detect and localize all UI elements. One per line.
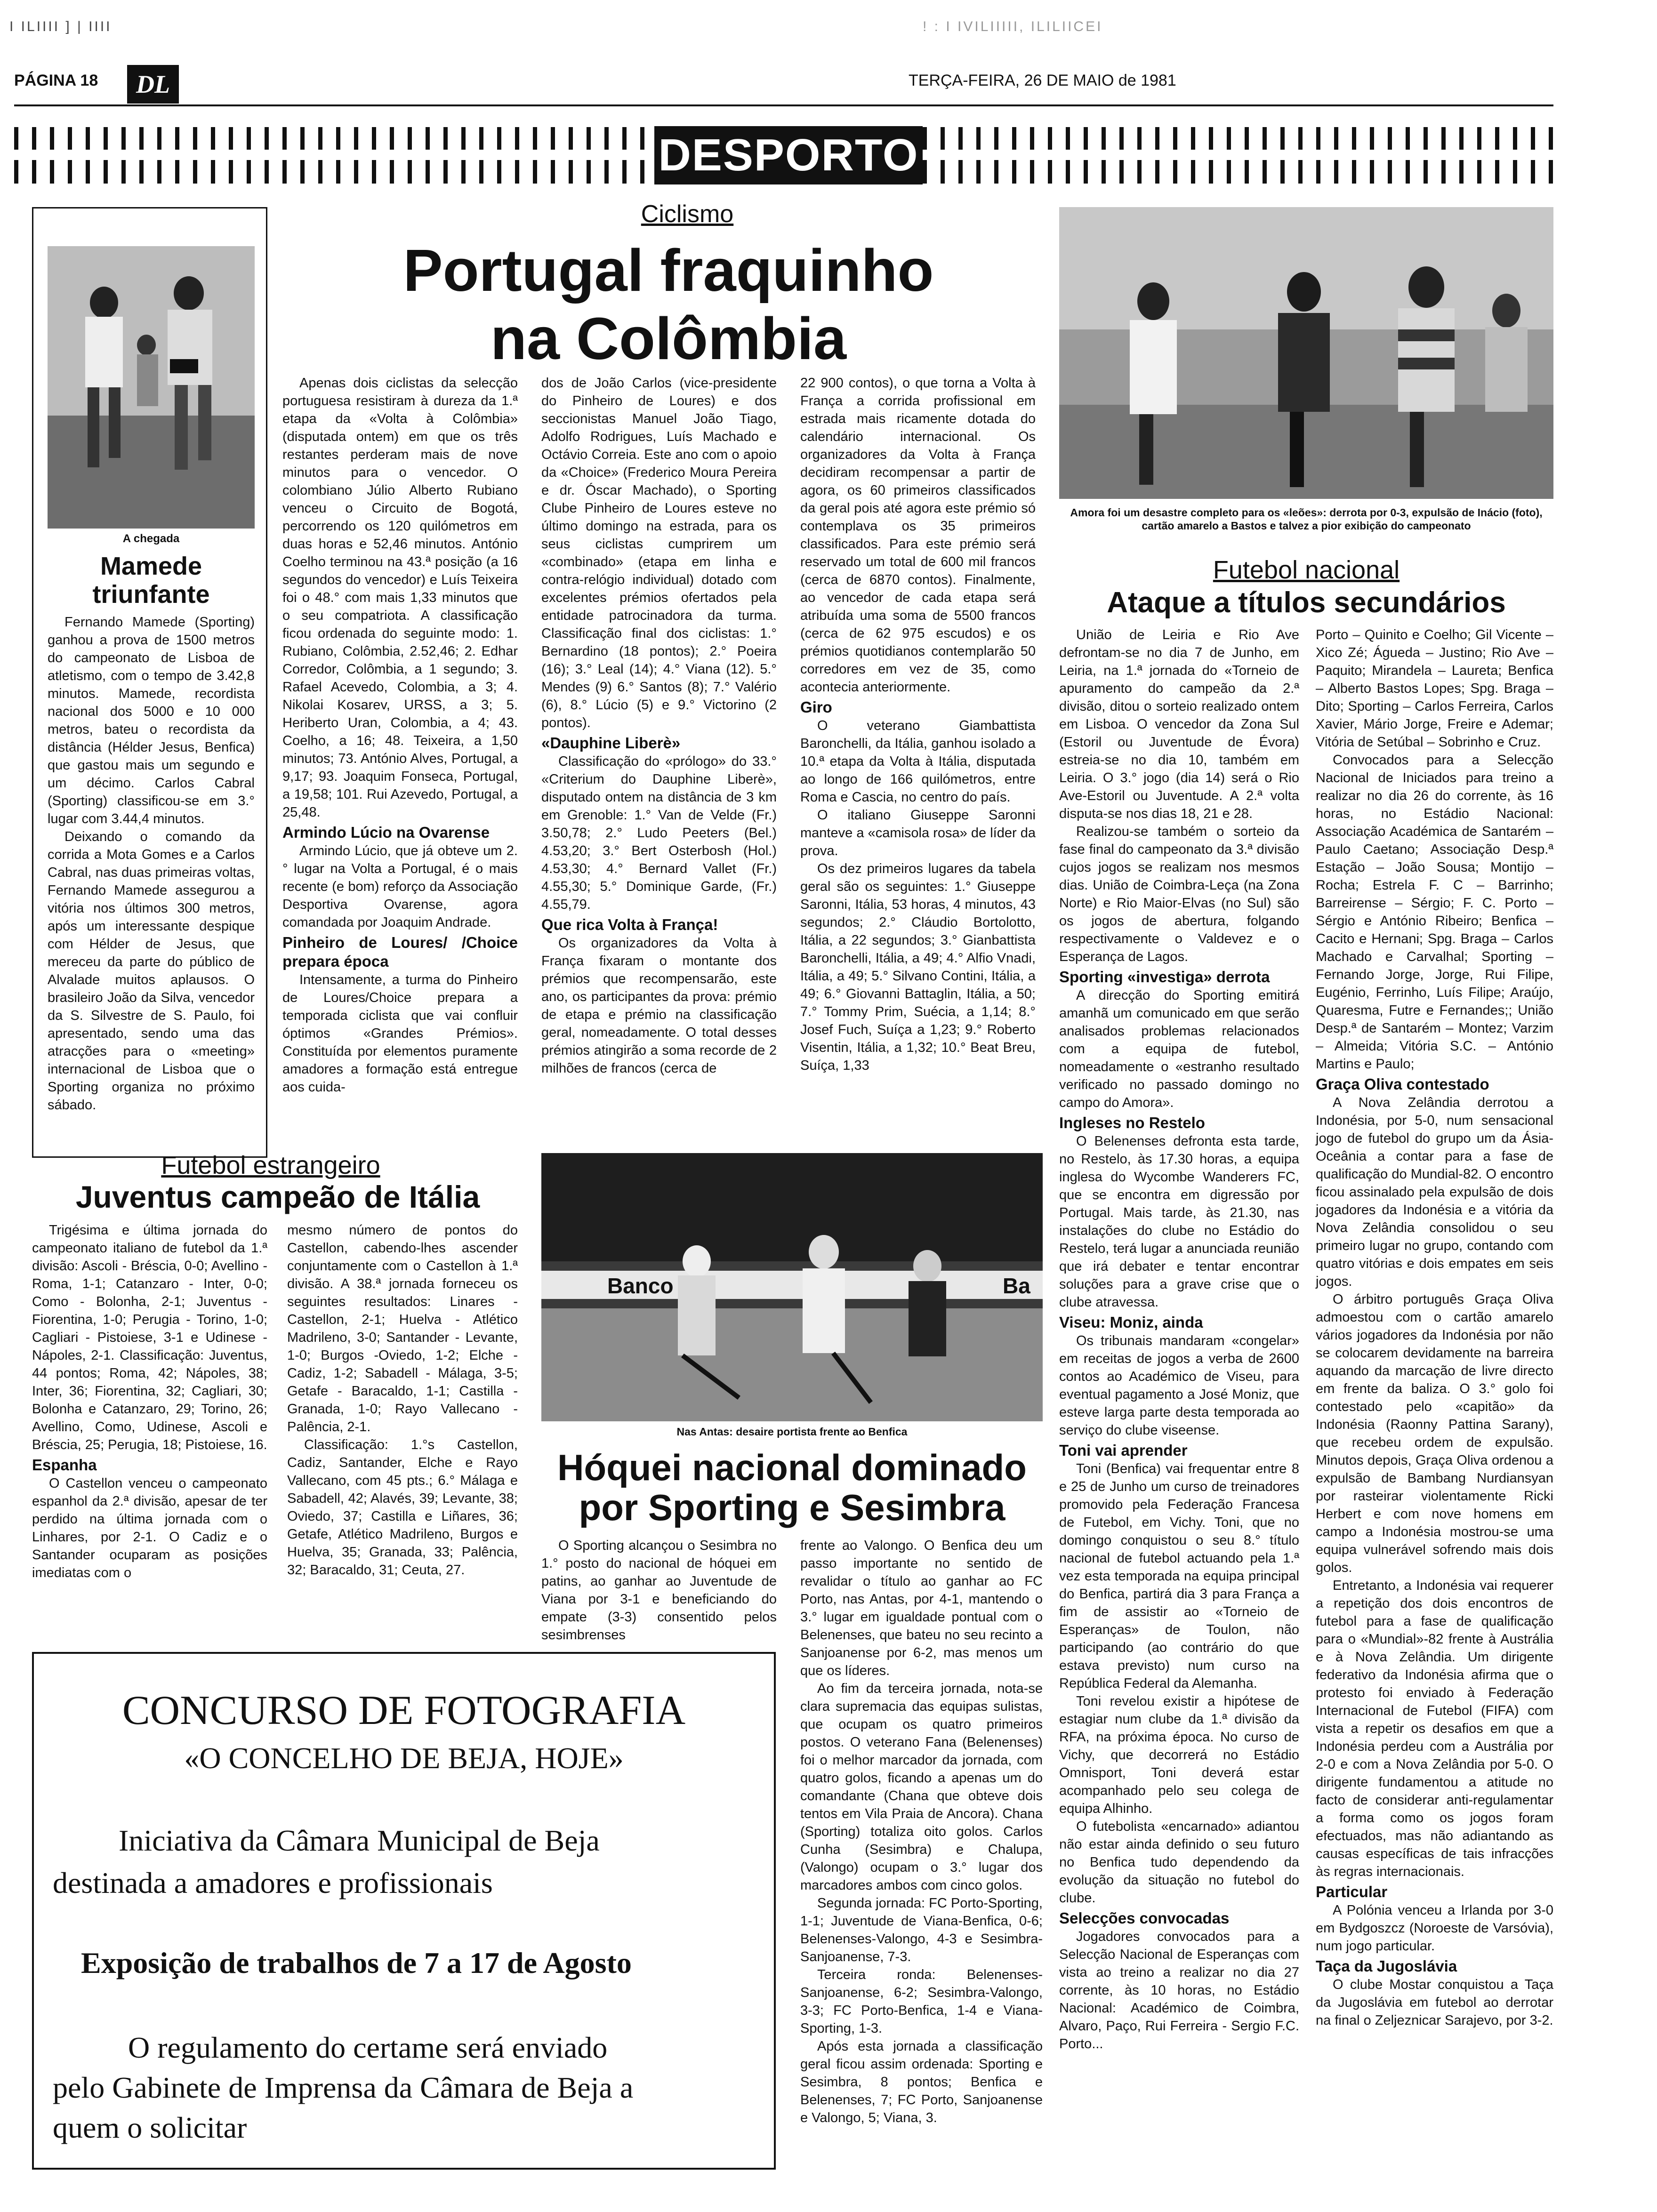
article-paragraph: frente ao Valongo. O Benfica deu um passo importante no sentido de revalidar o título ao ganhar ao FC Porto, nas Antas, por 4-1, mantendo o 3.° lugar em igualdade pontual com o Belenenses, que bateu no seu recinto a Sanjoanense por 6-2, mas menos um que os líderes. — [800, 1538, 1043, 1678]
article-paragraph: 22 900 contos), o que torna a Volta à França a corrida profissional em estrada mais ricamente dotada do calendário internacional. Os organizadores da Volta à França decidiram recompensar a partir de agora, os 60 primeiros classificados da geral pois até agora este prémio só contemplava os 35 primeiros classificados. Para este prémio será reservado um total de 600 mil francos (cerca de 6870 contos). Finalmente, ao vencedor de cada etapa será atribuída uma soma de 5500 francos (cerca de 62 975 escudos) e os prémios quotidianos contemplarão 50 corredores em vez de 35, como acontecia anteriormente. — [800, 376, 1036, 695]
concurso-ad — [32, 1652, 776, 2170]
estrangeiro-col-1 — [32, 1221, 267, 1582]
article-paragraph: Jogadores convocados para a Selecção Nacional de Esperanças com vista ao treino a realizar no dia 27 corrente, às 10 horas, no Estádio Nacional: Académico de Coimbra, Alvaro, Paço, Rui Ferreira - Sergio F.C. Porto... — [1059, 1929, 1299, 2052]
mamede-box — [32, 207, 267, 1158]
mamede-paragraph: Fernando Mamede (Sporting) ganhou a prova de 1500 metros do campeonato de Lisboa de atletismo, com o tempo de 3.42,8 minutos. Mamede, recordista nacional dos 5000 e 10 000 metros, bateu o recordista da distância (Hélder Jesus, Benfica) que gastou mais um segundo e um décimo. Carlos Cabral (Sporting) classificou-se em 3.° lugar com 3.44,4 minutos. — [48, 615, 255, 826]
ad-subtitle: «O CONCELHO DE BEJA, HOJE» — [184, 1741, 624, 1775]
article-paragraph: Intensamente, a turma do Pinheiro de Loures/Choice prepara a temporada ciclista que vai confluir óptimos «Grandes Prémios». Constituída por elementos puramente amadores a formação está entregue aos cuida- — [282, 972, 518, 1095]
article-paragraph: O Sporting alcançou o Sesimbra no 1.° posto do nacional de hóquei em patins, ao ganhar ao Juventude de Viana por 3-1 e beneficiando do empate (3-3) consentido pelos sesimbrenses — [541, 1538, 777, 1643]
subhead: Toni vai aprender — [1059, 1442, 1188, 1459]
article-paragraph: União de Leiria e Rio Ave defrontam-se no dia 7 de Junho, em Leiria, na 1.ª jornada do «Torneio de apuramento do campeão da 2.ª divisão, ditou o sorteio realizado ontem em Lisboa. O vencedor da Zona Sul (Estoril ou Juventude de Évora) estreia-se no dia 10, também em Leiria. O 3.° jogo (dia 14) será o Rio Ave-Estoril ou Juventude. A 2.ª volta disputa-se nos dias 18, 21 e 28. — [1059, 627, 1299, 821]
headline-hoquei-2: por Sporting e Sesimbra — [579, 1487, 1005, 1528]
hoquei-photo-caption: Nas Antas: desaire portista frente ao Benfica — [676, 1426, 908, 1438]
article-paragraph: Apenas dois ciclistas da selecção portuguesa resistiram à dureza da 1.ª etapa da «Volta à Colômbia» (disputada ontem) em que os três restantes perderam mais de nove minutos para o vencedor. O colombiano Júlio Alberto Rubiano venceu o Circuito de Bogotá, percorrendo os 120 quilómetros em duas horas e 52,46 minutos. António Coelho terminou na 43.ª posição (a 16 segundos do vencedor) e Luís Teixeira foi o 48.° com mais 1,33 minutos que o seu compatriota. A classificação ficou ordenada do seguinte modo: 1. Rubiano, Colômbia, 2.52,46; 2. Edhar Corredor, Colômbia, a 1 segundo; 3. Rafael Acevedo, Colombia, a 3; 4. Nikolai Kosarev, URSS, a 3; 5. Heriberto Uran, Colombia, a 4; 43. Coelho, a 16; 48. Teixeira, a 1,50 minutos; 73. António Alves, Portugal, a 9,17; 93. Joaquim Fonseca, Portugal, a 19,58; 101. Rui Azevedo, Portugal, a 25,48. — [282, 376, 518, 820]
section-label-futebol-estrangeiro: Futebol estrangeiro — [161, 1151, 380, 1179]
nacional-col-2 — [1316, 626, 1553, 2029]
article-paragraph: Classificação do «prólogo» do 33.° «Criterium do Dauphine Liberè», disputado ontem na distância de 3 km em Grenoble: 1.° Van de Velde (Fr.) 3.50,78; 2.° Ludo Peeters (Bel.) 4.53,20; 3.° Bert Osterbosh (Hol.) 4.53,30; 4.° Bernard Vallet (Fr.) 4.55,30; 5.° Dominique Garde, (Fr.) 4.55,79. — [541, 754, 777, 912]
headline-ciclismo-1: Portugal fraquinho — [403, 237, 934, 304]
hoquei-photo — [541, 1153, 1043, 1421]
top-strip-left: I ILIIII ] | IIII — [9, 19, 112, 34]
article-paragraph: mesmo número de pontos do Castellon, cabendo-lhes ascender conjuntamente com o Castellon à 1.ª divisão. A 38.ª jornada forneceu os seguintes resultados: Linares - Castellon, 2-1; Huelva - Atlético Madrileno, 3-0; Santander - Levante, 1-0; Burgos -Oviedo, 1-2; Elche - Cadiz, 1-2; Sabadell - Málaga, 3-5; Getafe - Baracaldo, 1-1; Castilla -Granada, 1-0; Rayo Vallecano -Palência, 2-1. — [287, 1223, 518, 1435]
subhead: Giro — [800, 698, 832, 716]
ciclismo-col-3 — [800, 374, 1036, 1074]
mamede-photo-caption: A chegada — [122, 532, 180, 545]
subhead: Viseu: Moniz, ainda — [1059, 1314, 1203, 1331]
subhead: Ingleses no Restelo — [1059, 1114, 1205, 1131]
headline-hoquei-1: Hóquei nacional dominado — [557, 1447, 1027, 1488]
article-paragraph: Segunda jornada: FC Porto-Sporting, 1-1; Juventude de Viana-Benfica, 0-6; Belenenses-Valongo, 4-3 e Sesimbra-Sanjoanense, 7-3. — [800, 1896, 1043, 1964]
article-paragraph: O clube Mostar conquistou a Taça da Jugoslávia em futebol ao derrotar na final o Zeljeznicar Sarajevo, por 3-2. — [1316, 1977, 1553, 2028]
mamede-article — [48, 613, 255, 1114]
article-paragraph: Os tribunais mandaram «congelar» em receitas de jogos a verba de 2600 contos ao Académico de Viseu, para eventual pagamento a José Moniz, que esteve larga parte desta temporada ao serviço do clube viseense. — [1059, 1333, 1299, 1438]
ad-line: Iniciativa da Câmara Municipal de Beja — [119, 1824, 600, 1857]
section-label-futebol-nacional: Futebol nacional — [1213, 556, 1400, 584]
subhead: Graça Oliva contestado — [1316, 1075, 1489, 1093]
ad-line: O regulamento do certame será enviado — [128, 2031, 608, 2064]
article-paragraph: Terceira ronda: Belenenses-Sanjoanense, 6-2; Sesimbra-Valongo, 3-3; FC Porto-Benfica, 1-4 e Viana-Sporting, 1-3. — [800, 1967, 1043, 2036]
ad-line: Exposição de trabalhos de 7 a 17 de Agosto — [81, 1946, 632, 1980]
subhead: Particular — [1316, 1883, 1388, 1900]
article-paragraph: Convocados para a Selecção Nacional de Iniciados para treino a realizar no dia 26 do corrente, às 16 horas, no Estádio Nacional: Associação Académica de Santarém – Paulo Caetano; Associação Desp.ª Estação – João Sousa; Montijo – Rocha; Estrela F. C – Barrinho; Barreirense – Sérgio; F. C. Porto – Sérgio e António Ribeiro; Benfica – Cacito e Hernani; Spg. Braga – Carlos Machado e Carvalhal; Sporting – Fernando Jorge, Jorge, Rui Filipe, Eugénio, Ferrinho, Luís Filipe; Araújo, Quaresma, Futre e Fernandes;; União Desp.ª de Santarém – Montez; Varzim – Almeida; Vitória S.C. – António Martins e Paulo; — [1316, 753, 1553, 1072]
amora-photo-caption: Amora foi um desastre completo para os «leões»: derrota por 0-3, expulsão de Inácio (foto), cartão amarelo a Bastos e talvez a pior exibição do campeonato — [1070, 506, 1543, 532]
ad-line: pelo Gabinete de Imprensa da Câmara de Beja a — [53, 2071, 634, 2104]
article-paragraph: O árbitro português Graça Oliva admoestou com o cartão amarelo vários jogadores da Indonésia por não se colocarem devidamente na barreira aquando da marcação de livre directo em frente da baliza. O 3.° golo foi contestado pelo «capitão» da Indonésia (Raonny Pattina Sarany), que recebeu ordem de expulsão. Minutos depois, Graça Oliva ordenou a expulsão de Bambang Nurdiansyan por rasteirar violentamente Ricki Herbert e com nove homens em campo a Indonésia mostrou-se uma equipa vulnerável sofrendo mais dois golos. — [1316, 1292, 1553, 1575]
subhead: «Dauphine Liberè» — [541, 734, 681, 752]
mamede-photo — [48, 246, 255, 529]
nacional-col-1 — [1059, 626, 1299, 2053]
photo-sign-banco: Banco — [607, 1274, 674, 1298]
article-paragraph: dos de João Carlos (vice-presidente do Pinheiro de Loures) e dos seccionistas Manuel João Tiago, Adolfo Rodrigues, Luís Machado e Octávio Correia. Este ano com o apoio da «Choice» (Frederico Moura Pereira e dr. Óscar Machado), o Sporting Clube Pinheiro de Loures esteve no último domingo na estrada, para os seus ciclistas cumprirem um «combinado» (etapa em linha e contra-relógio individual) dotado com excelentes prémios ofertados pela entidade patrocinadora da turma. Classificação final dos ciclistas: 1.° Bernardino (18 pontos); 2.° Poeira (16); 3.° Leal (14); 4.° Viana (12). 5.° Mendes (9) 6.° Santos (8); 7.° Valério (6), 8.° Lúcio (5) e 9.° Victorino (2 pontos). — [541, 376, 777, 730]
issue-date: TERÇA-FEIRA, 26 DE MAIO de 1981 — [909, 72, 1176, 89]
article-paragraph: O futebolista «encarnado» adiantou não estar ainda definido o seu futuro no Benfica tudo dependendo da evolução da situação no futebol do clube. — [1059, 1819, 1299, 1906]
estrangeiro-col-2 — [287, 1221, 518, 1579]
hoquei-col-1 — [541, 1537, 777, 1644]
headline-futebol-nacional: Ataque a títulos secundários — [1107, 586, 1506, 619]
article-paragraph: Os organizadores da Volta à França fixaram o montante dos prémios que recompensarão, este ano, os participantes da prova: prémio de etapa e prémio na classificação geral, nomeadamente. O total desses prémios atingirão a soma recorde de 2 milhões de francos (cerca de — [541, 936, 777, 1076]
article-paragraph: Classificação: 1.°s Castellon, Cadiz, Santander, Elche e Rayo Vallecano, com 45 pts.; 6.° Málaga e Sabadell, 42; Alavés, 39; Levante, 38; Oviedo, 37; Castilla e Liñares, 36; Getafe, Atlético Madrileno, Burgos e Huelva, 35; Granada, 33; Palência, 32; Baracaldo, 31; Ceuta, 27. — [287, 1437, 518, 1578]
hoquei-col-2 — [800, 1537, 1043, 2127]
article-paragraph: O Belenenses defronta esta tarde, no Restelo, às 17.30 horas, a equipa inglesa do Wycombe Wanderers FC, que se encontra em digressão por Portugal. Mais tarde, às 21.30, nas instalações do clube no Estádio do Restelo, terá lugar a anunciada reunião que irá debater e tentar encontrar soluções para a grave crise que o clube atravessa. — [1059, 1134, 1299, 1310]
headline-futebol-estrangeiro: Juventus campeão de Itália — [75, 1179, 480, 1214]
article-paragraph: Toni revelou existir a hipótese de estagiar num clube da 1.ª divisão da RFA, na próxima época. No curso de Vichy, que decorrerá no Estádio Omnisport, Toni deverá estar acompanhado pelo seu colega de equipa Alhinho. — [1059, 1694, 1299, 1816]
subhead: Espanha — [32, 1456, 97, 1474]
article-paragraph: Os dez primeiros lugares da tabela geral são os seguintes: 1.° Giuseppe Saronni, Itália, 53 horas, 4 minutos, 43 segundos; 2.° Cláudio Bortolotto, Itália, a 22 segundos; 3.° Gianbattista Baronchelli, Itália, a 49; 4.° Alfio Vnadi, Itália, a 49; 5.° Silvano Contini, Itália, a 49; 6.° Giovanni Battaglin, Itália, a 50; 7.° Tommy Prim, Suécia, a 1,14; 8.° Josef Fuch, Suíça a 1,23; 9.° Roberto Visentin, Itália, a 1,32; 10.° Beat Breu, Suíça, 1,33 — [800, 861, 1036, 1073]
article-paragraph: O Castellon venceu o campeonato espanhol da 2.ª divisão, apesar de ter perdido na última jornada com o Linhares, por 2-1. O Cadiz e o Santander ocuparam as posições imediatas com o — [32, 1476, 267, 1580]
headline-ciclismo-2: na Colômbia — [490, 305, 847, 372]
article-paragraph: O italiano Giuseppe Saronni manteve a «camisola rosa» de líder da prova. — [800, 808, 1036, 858]
ciclismo-col-1 — [282, 374, 518, 1096]
article-paragraph: A Nova Zelândia derrotou a Indonésia, por 5-0, num sensacional jogo de futebol do grupo um da Ásia-Oceânia a contar para a fase de qualificação do Mundial-82. O encontro ficou assinalado pela expulsão de dois jogadores da Indonésia e a vitória da Nova Zelândia consolidou o seu primeiro lugar no grupo, contando com quatro vitórias e dois empates em seis jogos. — [1316, 1095, 1553, 1289]
article-paragraph: O veterano Giambattista Baronchelli, da Itália, ganhou isolado a 10.ª etapa da Volta à Itália, disputada ao longo de 166 quilómetros, entre Roma e Cascia, no centro do país. — [800, 718, 1036, 805]
page-number: PÁGINA 18 — [14, 72, 98, 89]
ad-title: CONCURSO DE FOTOGRAFIA — [122, 1688, 686, 1733]
article-paragraph: Entretanto, a Indonésia vai requerer a repetição dos dois encontros de futebol para a fase de qualificação para o «Mundial»-82 frente à Austrália e à Nova Zelândia. Um dirigente federativo da Indonésia afirma que o protesto foi enviado à Federação Internacional de Futebol (FIFA) com vista a repetir os desafios em que a Indonésia perdeu com a Austrália por 2-0 e com a Nova Zelândia por 5-0. O dirigente fundamentou a atitude no facto de considerar anti-regulamentar a forma como os jogos foram efectuados, mas não adiantando as causas específicas de tais infracções às regras internacionais. — [1316, 1578, 1553, 1879]
article-paragraph: Ao fim da terceira jornada, nota-se clara supremacia das equipas sulistas, que ocupam os quatro primeiros postos. O veterano Fana (Belenenses) foi o melhor marcador da jornada, com quatro golos, ficando a apenas um do comandante (Chana que obteve dois tentos em Vila Praia de Ancora). Chana (Sporting) totaliza oito golos. Carlos Cunha (Sesimbra) e Chalupa, (Valongo) ocupam o 3.° lugar dos marcadores ambos com cinco golos. — [800, 1681, 1043, 1893]
subhead: Selecções convocadas — [1059, 1909, 1230, 1927]
section-banner: DESPORTO — [654, 126, 923, 184]
mamede-headline: Mamede triunfante — [92, 552, 210, 609]
ad-line: destinada a amadores e profissionais — [53, 1866, 493, 1899]
subhead: Pinheiro de Loures/ /Choice prepara época — [282, 934, 518, 970]
newspaper-logo: DL — [127, 65, 179, 104]
subhead: Armindo Lúcio na Ovarense — [282, 824, 490, 841]
football-players-image — [1059, 207, 1553, 499]
subhead: Taça da Jugoslávia — [1316, 1957, 1457, 1975]
article-paragraph: Realizou-se também o sorteio da fase final do campeonato da 3.ª divisão cujos jogos se realizam nos mesmos dias. União de Coimbra-Leça (na Zona Norte) e Rio Maior-Elvas (no Sul) são os jogos de abertura, folgando respectivamente o Valdevez e o Esperança de Lagos. — [1059, 824, 1299, 964]
article-paragraph: Armindo Lúcio, que já obteve um 2.° lugar na Volta a Portugal, é o mais recente (e bom) reforço da Associação Desportiva Ovarense, agora comandada por Joaquim Andrade. — [282, 843, 518, 930]
subhead: Sporting «investiga» derrota — [1059, 968, 1270, 986]
article-paragraph: Após esta jornada a classificação geral ficou assim ordenada: Sporting e Sesimbra, 8 pontos; Benfica e Belenenses, 7; FC Porto, Sanjoanense e Valongo, 5; Viana, 3. — [800, 2039, 1043, 2125]
amora-photo — [1059, 207, 1553, 499]
mamede-paragraph: Deixando o comando da corrida a Mota Gomes e a Carlos Cabral, nas duas primeiras voltas, Fernando Mamede assegurou a vitória nos últimos 300 metros, após um interessante despique com Hélder de Jesus, que mereceu da parte do público de Alvalade muitos aplausos. O brasileiro João da Silva, vencedor da S. Silvestre de S. Paulo, foi apresentado, sendo uma das atracções para o «meeting» internacional de Lisboa que o Sporting organiza no próximo sábado. — [48, 829, 255, 1113]
ad-line: quem o solicitar — [53, 2111, 247, 2144]
subhead: Que rica Volta à França! — [541, 916, 718, 933]
photo-sign-ba: Ba — [1003, 1274, 1030, 1298]
ciclismo-col-2 — [541, 374, 777, 1077]
section-label-ciclismo: Ciclismo — [641, 200, 734, 228]
article-paragraph: A Polónia venceu a Irlanda por 3-0 em Bydgoszcz (Noroeste de Varsóvia), num jogo particular. — [1316, 1903, 1553, 1954]
article-paragraph: A direcção do Sporting emitirá amanhã um comunicado em que serão analisados problemas relacionados com a equipa de futebol, nomeadamente o «estranho resultado verificado no passado domingo no campo do Amora». — [1059, 988, 1299, 1110]
header-rule — [14, 104, 1553, 106]
article-paragraph: Toni (Benfica) vai frequentar entre 8 e 25 de Junho um curso de treinadores promovido pela Federação Francesa de Futebol, em Vichy. Toni, que no domingo conquistou o seu 8.° título nacional de futebol actuando pela 1.ª vez esta temporada na equipa principal do Benfica, partirá dia 3 para França a fim de assistir ao «Torneio de Esperanças» de Toulon, não participando (ao contrário do que estava previsto) num curso na República Federal da Alemanha. — [1059, 1461, 1299, 1691]
article-paragraph: Porto – Quinito e Coelho; Gil Vicente – Xico Zé; Águeda – Justino; Rio Ave – Paquito; Mirandela – Laureta; Benfica – Alberto Bastos Lopes; Spg. Braga – Dito; Sporting – Carlos Ferreira, Carlos Xavier, Mário Jorge, Freire e Ademar; Vitória de Setúbal – Sobrinho e Cruz. — [1316, 627, 1553, 750]
article-paragraph: Trigésima e última jornada do campeonato italiano de futebol da 1.ª divisão: Ascoli - Bréscia, 0-0; Avellino - Roma, 1-1; Catanzaro - Inter, 0-0; Como - Bolonha, 2-1; Juventus - Fiorentina, 1-0; Perugia - Torino, 1-0; Cagliari - Pistoiese, 3-1 e Udinese -Nápoles, 2-1. Classificação: Juventus, 44 pontos; Roma, 42; Nápoles, 38; Inter, 36; Fiorentina, 32; Cagliari, 30; Bolonha e Catanzaro, 29; Torino, 26; Avellino, Como, Udinese, Ascoli e Bréscia, 25; Perugia, 18; Pistoiese, 16. — [32, 1223, 267, 1452]
runners-image — [48, 246, 255, 529]
top-strip-right: ! : I IVILIIIII, ILILIICEI — [923, 19, 1103, 34]
